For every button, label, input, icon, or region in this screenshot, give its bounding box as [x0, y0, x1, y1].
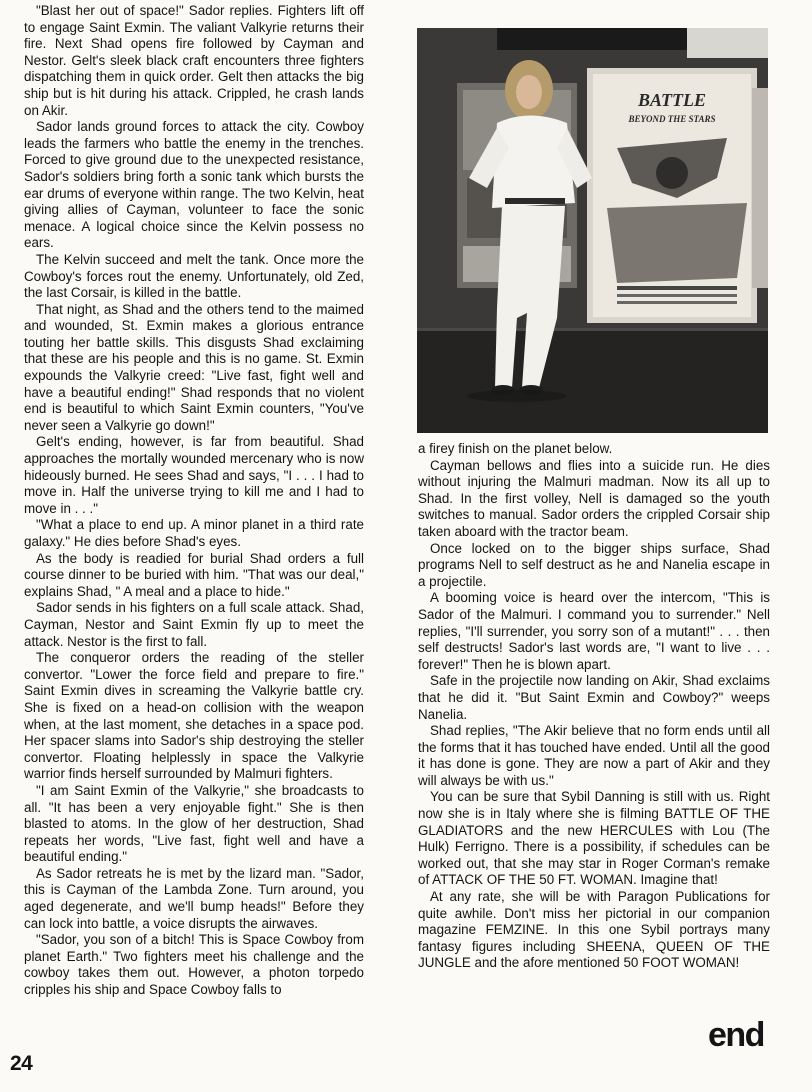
paragraph: a firey finish on the planet below.	[418, 441, 613, 456]
paragraph: "Blast her out of space!" Sador replies. Fighters lift off to engage Saint Exmin. The valiant Valkyrie returns their fire. Next Shad opens fire followed by Cayman and Nestor. Gelt's sleek black craft encounters three fighters dispatching them in quick order. Gelt then attacks the big ship but is hit during his attack. Crippled, he crash lands on Akir.	[24, 3, 364, 118]
paragraph: Safe in the projectile now landing on Akir, Shad exclaims that he did it. "But Saint Exmin and Cowboy?" weeps Nanelia.	[418, 673, 770, 722]
paragraph: Cayman bellows and flies into a suicide run. He dies without injuring the Malmuri madman. Now its all up to Shad. In the first volley, Nell is damaged so the youth switches to manual. Sador orders the crippled Corsair ship taken aboard with the tractor beam.	[418, 457, 770, 539]
paragraph: "I am Saint Exmin of the Valkyrie," she broadcasts to all. "It has been a very enjoyable fight." She is then blasted to atoms. In the glow of her destruction, Shad repeats her words, "Live fast, fight well and have a beautiful ending."	[24, 782, 364, 865]
paragraph: "Sador, you son of a bitch! This is Space Cowboy from planet Earth." Two fighters meet his challenge and the cowboy takes them out. However, a photon torpedo cripples his ship and Space Cowboy falls to	[24, 932, 364, 998]
paragraph: Gelt's ending, however, is far from beautiful. Shad approaches the mortally wounded mercenary who is now hideously burned. He sees Shad and says, "I . . . I had to move in. Half the universe trying to kill me and I had to move in . . ."	[24, 434, 364, 516]
paragraph: That night, as Shad and the others tend to the maimed and wounded, St. Exmin makes a glorious entrance touting her battle skills. This disgusts Shad exclaiming that these are his people and this is no game. St. Exmin expounds the Valkyrie creed: "Live fast, fight well and have a beautiful ending!" Shad responds that no violent end is beautiful to which Saint Exmin counters, "You've never seen a Valkyrie go down!"	[24, 301, 364, 433]
paragraph: Sador sends in his fighters on a full scale attack. Shad, Cayman, Nestor and Saint Exmin fly up to meet the attack. Nestor is the first to fall.	[24, 600, 364, 649]
paragraph: Sador lands ground forces to attack the city. Cowboy leads the farmers who battle the enemy in the trenches. Forced to give ground due to the unexpected resistance, Sador's soldiers bring forth a sonic tank which bursts the ear drums of everyone within range. The two Kelvin, heat giving allies of Cayman, volunteer to face the sonic menace. A logical choice since the Kelvin possess no ears.	[24, 119, 364, 251]
paragraph: The Kelvin succeed and melt the tank. Once more the Cowboy's forces rout the enemy. Unfortunately, old Zed, the last Corsair, is killed in the battle.	[24, 251, 364, 301]
right-column	[418, 441, 770, 972]
battle-beyond-the-stars-poster	[587, 68, 757, 323]
paragraph: You can be sure that Sybil Danning is still with us. Right now she is in Italy where she is filming BATTLE OF THE GLADIATORS and the new HERCULES with Lou (The Hulk) Ferrigno. There is a possibility, if schedules can be worked out, that she may star in Roger Corman's remake of ATTACK OF THE 50 FT. WOMAN. Imagine that!	[418, 789, 770, 888]
poster-title-line1: BATTLE	[637, 90, 707, 110]
left-column	[24, 3, 364, 999]
paragraph: Shad replies, "The Akir believe that no form ends until all the forms that it has touched have ended. Until all the good it has done is gone. They are now a part of Akir and they will always be with us."	[418, 723, 770, 788]
paragraph: As Sador retreats he is met by the lizard man. "Sador, this is Cayman of the Lambda Zone. Turn around, you aged degenerate, and we'll bump heads!" Before they can lock into battle, a voice disrupts the airwaves.	[24, 865, 364, 931]
paragraph: Once locked on to the bigger ships surface, Shad programs Nell to self destruct as he and Nanelia escape in a projectile.	[418, 540, 770, 589]
paragraph: At any rate, she will be with Paragon Publications for quite awhile. Don't miss her pictorial in our companion magazine FEMZINE. In this one Sybil portrays many fantasy figures including SHEENA, QUEEN OF THE JUNGLE and the afore mentioned 50 FOOT WOMAN!	[418, 889, 770, 971]
poster-title-line2: BEYOND THE STARS	[628, 114, 716, 124]
paragraph: A booming voice is heard over the intercom, "This is Sador of the Malmuri. I command you to surrender." Nell replies, "I'll surrender, you sorry son of a mutant!" . . . then self destructs! Sador's last words are, "I want to live . . . forever!" Then he is blown apart.	[418, 590, 770, 672]
paragraph: The conqueror orders the reading of the steller convertor. "Lower the force field and prepare to fire." Saint Exmin dives in screaming the Valkyrie battle cry. She is fixed on a head-on collision with the weapon when, at the last moment, she detaches in a space pod. Her spacer slams into Sador's ship destroying the steller convertor. Floating helplessly in space the Valkyrie warrior finds herself surrounded by Malmuri fighters.	[24, 650, 364, 782]
actress-photo	[417, 28, 768, 433]
paragraph: "What a place to end up. A minor planet in a third rate galaxy." He dies before Shad's eyes.	[24, 517, 364, 549]
paragraph: As the body is readied for burial Shad orders a full course dinner to be buried with him. "That was our deal," explains Shad, " A meal and a place to hide."	[24, 550, 364, 599]
page-number: 24	[10, 1052, 33, 1075]
end-mark: end	[708, 1016, 764, 1054]
